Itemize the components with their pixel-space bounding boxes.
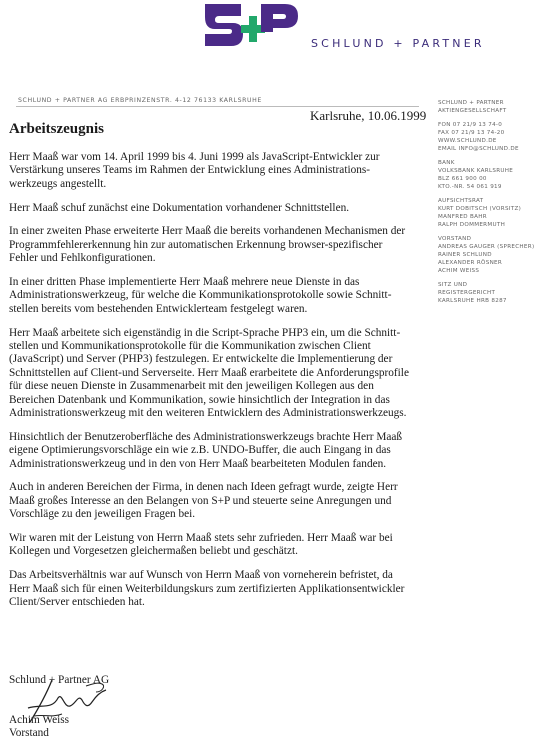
sidebar-line: MANFRED BAHR [438, 214, 487, 220]
paragraph: In einer dritten Phase implementierte Herr Maaß mehrere neue Dienste in das Administrationswerkzeug, für welche die Kommunikationsprotokolle sowie Schnitt-stellen bereits vom bestehenden Entwicklerteam festgelegt waren. [9, 276, 392, 315]
sidebar-line: AKTIENGESELLSCHAFT [438, 108, 507, 114]
document-title: Arbeitszeugnis [9, 121, 104, 137]
sidebar-line: REGISTERGERICHT [438, 290, 496, 296]
letterhead-sidebar [438, 99, 534, 311]
paragraph: In einer zweiten Phase erweiterte Herr Maaß die bereits vorhandenen Mechanismen der Programmfehlererkennung hin zur automatischen Erkennung browser-spezifischer Fehler und Fehlkonfigurationen. [9, 225, 406, 265]
sidebar-line: VORSTAND [438, 236, 472, 242]
sidebar-registry-group [438, 281, 534, 305]
paragraph: Herr Maaß war vom 14. April 1999 bis 4. Juni 1999 als JavaScript-Entwickler zur Verstärkung unseres Teams im Rahmen der Entwicklung eines Administrations-werkzeugs angestellt. [9, 151, 380, 190]
sidebar-line: SITZ UND [438, 282, 468, 288]
sidebar-line: FAX 07 21/9 13 74-20 [438, 130, 505, 136]
signature-company: Schlund + Partner AG [9, 674, 110, 686]
sender-address-line: SCHLUND + PARTNER AG ERBPRINZENSTR. 4-12 76133 KARLSRUHE [18, 97, 262, 104]
logo-p-shape [261, 4, 298, 32]
sidebar-line: ANDREAS GAUGER (SPRECHER) [438, 244, 535, 250]
sidebar-line: BLZ 661 900 00 [438, 176, 487, 182]
sidebar-line: FON 07 21/9 13 74-0 [438, 122, 503, 128]
signatory-name: Achim Weiss [9, 713, 70, 726]
sidebar-line: VOLKSBANK KARLSRUHE [438, 168, 514, 174]
document-date: Karlsruhe, 10.06.1999 [310, 108, 427, 123]
document-body [9, 151, 414, 620]
paragraph: Hinsichtlich der Benutzeroberfläche des Administrationswerkzeugs brachte Herr Maaß eigene Optimierungsvorschläge ein wie z.B. UNDO-Buffer, die auch Eingang in das Administrationswerkzeug und in den von Herr Maaß bearbeiteten Modulen fanden. [9, 430, 403, 470]
sender-divider [16, 106, 419, 107]
paragraph: Auch in anderen Bereichen der Firma, in denen nach Ideen gefragt wurde, zeigte Herr Maaß großes Interesse an den Belangen von S+P und steuerte seine Anregungen und Vorschläge zu den jeweiligen Fragen bei. [9, 481, 398, 521]
brand-name: SCHLUND + PARTNER [311, 37, 485, 50]
sidebar-line: RAINER SCHLUND [438, 252, 492, 258]
sidebar-line: KARLSRUHE HRB 8287 [438, 298, 507, 304]
logo-s-shape [205, 4, 243, 46]
sidebar-line: AUFSICHTSRAT [438, 198, 484, 204]
sidebar-line: WWW.SCHLUND.DE [438, 138, 497, 144]
paragraph: Herr Maaß arbeitete sich eigenständig in die Script-Sprache PHP3 ein, um die Schnitt-stellen und Kommunikationsprotokolle für die Kommunikation zwischen Client (JavaScript) und Server (PHP3) festzulegen. Er entwickelte die Implementierung der Schnittstellen auf Client-und Serverseite. Herr Maaß erarbeitete die Anforderungsprofile für diese neuen Dienste in Zusammenarbeit mit den jeweiligen Kollegen aus den Bereichen Datenbank und Kommunikation, sowie hinsichtlich der Integration in das Administrationswerkzeug mit den weiteren Entwicklern des Administrationswerkzeugs. [9, 326, 409, 420]
sidebar-line: ALEXANDER RÖSNER [438, 260, 503, 266]
sidebar-line: KURT DOBITSCH (VORSITZ) [438, 206, 522, 212]
sidebar-company-group [438, 99, 534, 115]
sidebar-contact-group [438, 121, 534, 153]
company-logo [203, 2, 299, 48]
paragraph: Herr Maaß schuf zunächst eine Dokumentation vorhandener Schnittstellen. [9, 201, 350, 214]
sidebar-line: SCHLUND + PARTNER [438, 100, 504, 106]
sidebar-line: ACHIM WEISS [438, 268, 480, 274]
sidebar-bank-group [438, 159, 534, 191]
sidebar-executive-group [438, 235, 534, 275]
sidebar-line: EMAIL INFO@SCHLUND.DE [438, 146, 519, 152]
sidebar-line: KTO.-NR. 54 061 919 [438, 184, 502, 190]
sidebar-board-group [438, 197, 534, 229]
handwritten-signature [22, 678, 114, 726]
sidebar-line: RALPH DOMMERMUTH [438, 222, 506, 228]
sidebar-line: BANK [438, 160, 455, 166]
paragraph: Wir waren mit der Leistung von Herrn Maaß stets sehr zufrieden. Herr Maaß war bei Kollegen und Vorgesetzen gleichermaßen beliebt und geschätzt. [9, 532, 393, 558]
signatory-role: Vorstand [9, 727, 49, 740]
paragraph: Das Arbeitsverhältnis war auf Wunsch von Herrn Maaß von vorneherein befristet, da Herr Maaß sich für einen Weiterbildungskurs zum zertifizierten Applikationsentwickler Client/Server entschieden hat. [9, 569, 405, 609]
